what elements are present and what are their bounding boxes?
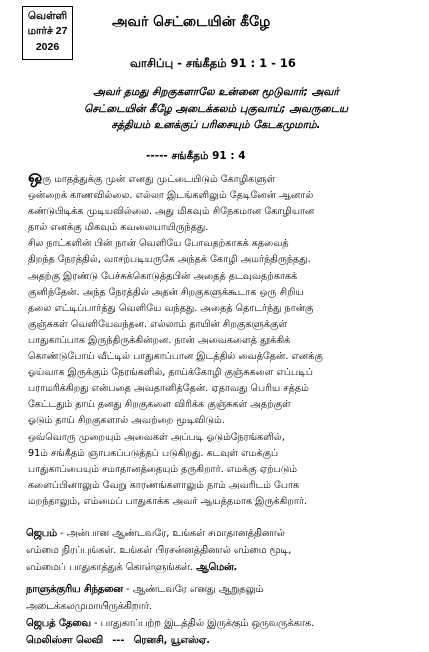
body-line: தலை எட்டிப்பார்த்து வெளியே வந்தது. அதைத் தொடர்ந்து நான்கு xyxy=(28,302,314,314)
closing-section xyxy=(26,526,410,650)
prayer-label: ஜெபம் xyxy=(26,528,57,539)
prayer-line: ஜெபம் - அன்பான ஆண்டவரே, உங்கள் சமாதானத்தினால் xyxy=(26,528,285,539)
body-line: சில நாட்களின் பின் நான் வெளியே போவதற்காகக் கதவைத் xyxy=(28,238,289,250)
thought-line: நாளுக்குரிய சிந்தனை - ஆண்டவரே எனது ஆறுதலும் xyxy=(26,584,264,596)
reading-reference: வாசிப்பு - சங்கீதம் 91 : 1 - 16 xyxy=(130,56,296,70)
author-line: மெலிஸ்சா லெவி --- ரெனசி, யூஎஸ்ஏ. xyxy=(26,634,210,646)
drop-cap: ஒ xyxy=(28,172,43,187)
devotional-body xyxy=(28,172,408,510)
thought-line: அடைக்கலமுமாயிருக்கிறார். xyxy=(26,601,152,613)
body-line: திறந்த நேரத்தில், வாசற்படியருகே அந்தக் கோழி அமர்ந்திருந்தது. xyxy=(28,254,311,266)
body-line: பராமரிக்கிறது என்பதை அவதானித்தேன். ஏதாவது பெரிய சத்தம் xyxy=(28,383,309,395)
date-year: 2026 xyxy=(35,41,60,53)
need-label: ஜெபத் தேவை xyxy=(26,617,91,629)
date-month-day: மார்ச் 27 xyxy=(27,25,68,37)
body-line: மறந்தாலும், எம்மைப் பாதுகாக்க அவர் ஆயத்தமாக இருக்கிறார். xyxy=(28,495,308,507)
author-name: மெலிஸ்சா லெவி xyxy=(26,634,103,646)
body-line: களைப்பினாலும் வேறு காரணங்களாலும் நாம் அவரிடம் போக xyxy=(28,479,300,491)
verse-line: அவர் தமது சிறகுகளாலே உன்னை மூடுவார்; அவர் xyxy=(93,86,339,98)
body-line: ஒவ்வொரு முறையும் அவைகள் அப்படி ஓடும்நேரங்களில், xyxy=(28,431,285,443)
body-line: தால் எனக்கு மிகவும் கவலையாயிருந்தது. xyxy=(28,222,209,234)
verse-reference: ----- சங்கீதம் 91 : 4 xyxy=(146,150,246,162)
page-title: அவர் செட்டையின் கீழே xyxy=(112,14,271,30)
author-place: ரெனசி, யூஎஸ்ஏ. xyxy=(133,634,210,646)
body-line: ஓய்வாக இருக்கும் நேரங்களில், தாய்க்கோழி குஞ்சுகளை எப்படிப் xyxy=(28,367,313,379)
body-line: கொண்டுபோய் வீட்டில் பாதுகாப்பான இடத்தில் வைத்தேன். எனக்கு xyxy=(28,351,323,363)
body-line: குனிந்தேன். அந்த நேரத்தில் அதன் சிறகுகளுக்கூடாக ஒரு சிறிய xyxy=(28,286,304,298)
body-line: ஓடும் தாய் சிறகுகளால் அவற்றை மூடிவிடும். xyxy=(28,415,225,427)
amen: ஆமென். xyxy=(196,561,238,573)
body-line: கேட்டதும் தாய் தனது சிறகுகளை விரிக்க குஞ்சுகள் அதற்குள் xyxy=(28,399,291,411)
prayer-line: எம்மை நிரப்புங்கள். உங்கள் பிரசன்னத்தினால் எம்மை மூடி, xyxy=(26,544,292,556)
body-line: 91ம் சங்கீதம் ஞாபகப்படுத்தப் படுகிறது. கடவுள் எமக்குப் xyxy=(28,447,279,459)
body-line: பாதுகாப்பாக இருந்திருக்கின்றன. நான் அவைகளைத் தூக்கிக் xyxy=(28,334,291,346)
prayer-need: ஜெபத் தேவை - பாதுகாப்பற்ற இடத்தில் இருக்கும் ஒருவருக்காக. xyxy=(26,617,315,629)
prayer-line: எம்மைப் பாதுகாத்துக் கொள்ளுங்கள். ஆமென். xyxy=(26,561,238,573)
date-day: வெள்ளி xyxy=(27,10,68,22)
verse-line: சத்தியம் உனக்குப் பரிசையும் கேடகமுமாம். xyxy=(111,119,321,131)
verse-line: செட்டையின் கீழே அடைக்கலம் புகுவாய்; அவருடைய xyxy=(84,102,348,115)
key-verse xyxy=(24,84,408,134)
body-line: அதற்கு இரண்டு பேச்சுக்கொடுத்தபின் அதைத் தடவுவதற்காகக் xyxy=(28,270,298,282)
body-line: ஒரு மாதத்துக்கு முன் எனது முட்டையிடும் கோழிகளுள் xyxy=(28,172,408,188)
date-box xyxy=(22,6,73,60)
body-line: குஞ்சுகள் வெளியேவந்தன. எல்லாம் தாயின் சிறகுகளுக்குள் xyxy=(28,318,288,330)
body-line: பாதுகாப்பையும் சமாதானத்தையும் தருகிறார். எமக்கு ஏற்படும் xyxy=(28,463,298,475)
thought-label: நாளுக்குரிய சிந்தனை xyxy=(26,584,123,596)
body-line: கண்டுபிடிக்க முடியவில்லை. அது மிகவும் சிநேகமான கோழியான xyxy=(28,206,315,218)
body-line: ஒன்றைக் காணவில்லை. எல்லா இடங்களிலும் தேடினேன் ஆனால் xyxy=(28,190,314,202)
